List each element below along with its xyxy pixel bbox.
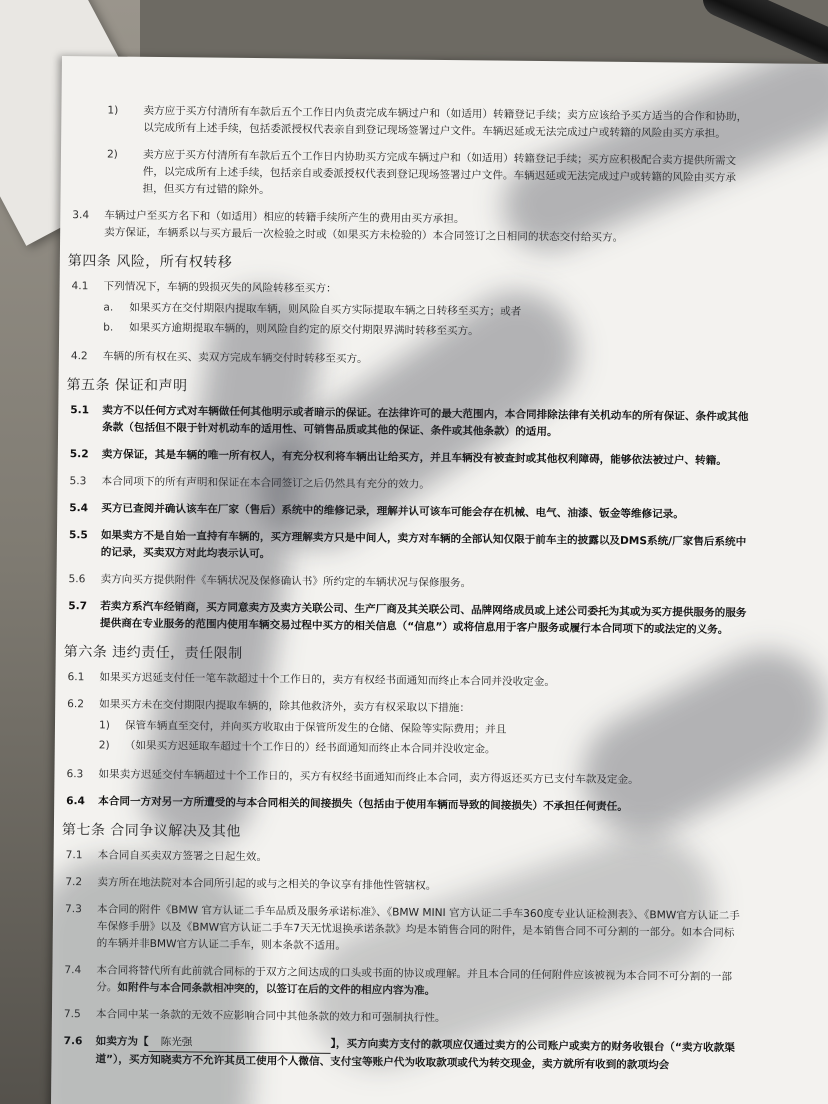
clause-7-6 — [63, 1033, 743, 1075]
clause-5-6 — [68, 571, 748, 595]
clause-6-1 — [67, 669, 747, 693]
clause-text-plain: 本合同将替代所有此前就合同标的于双方之间达成的口头或书面的协议或理解。并且本合同的任何附件应该被视为本合同不可分割的一部分。 — [96, 964, 733, 994]
clause-number: 5.6 — [68, 573, 86, 586]
clause-prefix: 如卖方为【 — [95, 1035, 149, 1048]
seller-name-field: 陈光强 — [149, 1034, 331, 1054]
clause-text: 本合同一方对另一方所遭受的与本合同相关的间接损失（包括由于使用车辆而导致的间接损失）不承担任何责任。 — [98, 795, 628, 813]
clause-text: 若卖方系汽车经销商，买方同意卖方及卖方关联公司、生产厂商及其关联公司、品牌网络成员或上述公司委托为其或为买方提供服务的服务提供商在专业服务的范围内使用车辆交易过程中买方的相关信息（“信息”）或将信息用于客户服务或履行本合同项下的或法定的义务。 — [99, 600, 747, 637]
clause-text: 本合同项下的所有声明和保证在本合同签订之后仍然具有充分的效力。 — [101, 475, 430, 491]
clause-number: 5.3 — [69, 475, 87, 488]
clause-line: 卖方保证，车辆系以与买方最后一次检验之时或（如果买方未检验的）本合同签订之日相同的状态交付给买方。 — [104, 226, 624, 244]
clause-text: 如果买方逾期提取车辆的，则风险自约定的原交付期限界满时转移至买方。 — [129, 321, 479, 338]
clause-text: 本合同自买卖双方签署之日起生效。 — [97, 849, 268, 864]
clause-number: 5.1 — [70, 404, 90, 417]
clause-number: 2) — [106, 148, 118, 161]
clause-text: 买方已查阅并确认该车在厂家（售后）系统中的维修记录，理解并认可该车可能会存在机械、电气、油漆、钣金等维修记录。 — [101, 502, 684, 521]
clause-4-1 — [71, 278, 751, 302]
clause-5-5 — [69, 527, 749, 568]
clause-text: 如果买方迟延支付任一笔车款超过十个工作日的，卖方有权经书面通知而终止本合同并没收定金。 — [99, 671, 556, 689]
clause-text: （如果买方迟延取车超过十个工作日的）经书面通知而终止本合同并没收定金。 — [124, 739, 496, 756]
clause-text: 如果卖方不是自始一直持有车辆的，买方理解卖方只是中间人，卖方对车辆的全部认知仅限于前车主的披露以及DMS系统/厂家售后系统中的记录，买卖双方对此均表示认可。 — [100, 529, 747, 561]
section-heading: 第四条 风险，所有权转移 — [67, 253, 233, 271]
clause-text: 本合同中某一条款的无效不应影响合同中其他条款的效力和可强制执行性。 — [95, 1008, 446, 1025]
clause-text: 本合同的附件《BMW 官方认证二手车品质及服务承诺标准》、《BMW MINI 官方认证二手车360度专业认证检测表》、《BMW官方认证二手车保修手册》以及《BMW官方认证二手车7天无忧退换承诺条款》均是本销售合同的附件，是本销售合同不可分割的一部分。如本合同标的车辆并非BMW官方认证二手车，则本条款不适用。 — [96, 903, 740, 953]
clause-number: 6.4 — [66, 795, 86, 808]
clause-text — [95, 1033, 743, 1075]
clause-suffix: 】，买方向卖方支付的款项应仅通过卖方的公司账户或卖方的财务收银台（“卖方收款渠道”），买方知晓卖方不允许其员工使用个人微信、支付宝等账户代为收取款项或代为转交现金，卖方就所有收到的款项均会 — [95, 1037, 735, 1072]
clause-7-1 — [66, 847, 746, 871]
clause-number: 1) — [98, 719, 110, 732]
clause-4-2 — [71, 348, 751, 372]
section-heading: 第六条 违约责任，责任限制 — [63, 644, 243, 662]
clause-number: 5.2 — [69, 448, 89, 461]
clause-item — [73, 146, 753, 204]
clause-7-4 — [64, 962, 744, 1003]
clause-4-1-b — [71, 319, 751, 343]
clause-number: 7.3 — [65, 903, 82, 916]
clause-text: 车辆的所有权在买、卖双方完成车辆交付时转移至买方。 — [102, 350, 368, 366]
clause-text: 卖方所在地法院对本合同所引起的或与之相关的争议享有排他性管辖权。 — [97, 876, 437, 892]
clause-number: 4.1 — [71, 280, 89, 293]
clause-number: 4.2 — [70, 350, 88, 363]
clause-number: a. — [103, 301, 114, 314]
clause-number: 7.1 — [65, 849, 83, 862]
clause-text: 卖方向买方提供附件《车辆状况及保修确认书》所约定的车辆状况与保修服务。 — [100, 573, 472, 590]
clause-line: 车辆过户至买方名下和（如适用）相应的转籍手续所产生的费用由买方承担。 — [104, 209, 465, 226]
clause-7-2 — [65, 874, 745, 898]
clause-text-bold: 如附件与本合同条款相冲突的，以签订在后的文件的相应内容为准。 — [117, 981, 436, 997]
clause-number: 6.1 — [67, 671, 85, 684]
clause-text — [104, 207, 752, 248]
clause-text: 如果卖方迟延交付车辆超过十个工作日的，买方有权经书面通知而终止本合同，卖方得返还买方已支付车款及定金。 — [98, 768, 639, 787]
clause-item — [73, 102, 753, 143]
clause-text: 如果买方在交付期限内提取车辆，则风险自买方实际提取车辆之日转移至买方；或者 — [129, 301, 522, 318]
clause-number: 7.4 — [64, 964, 82, 977]
clause-5-1 — [70, 402, 750, 443]
clause-text: 如果买方未在交付期限内提取车辆的，除其他救济外，卖方有权采取以下措施： — [99, 698, 471, 715]
clause-6-4 — [66, 793, 746, 817]
clause-number: 5.5 — [68, 529, 88, 542]
clause-6-2-2 — [67, 737, 747, 761]
clause-number: 7.6 — [63, 1035, 83, 1048]
clause-number: 5.4 — [69, 502, 89, 515]
section-heading: 第五条 保证和声明 — [66, 377, 188, 395]
clause-7-3 — [65, 901, 745, 959]
clause-text: 卖方不以任何方式对车辆做任何其他明示或者暗示的保证。在法律许可的最大范围内，本合同排除法律有关机动车的所有保证、条件或其他条款（包括但不限于针对机动车的适用性、可销售品质或其他的保证、条件或其他条款）的适用。 — [102, 404, 749, 439]
contract-text — [63, 102, 753, 1085]
clause-number: 1) — [107, 104, 119, 117]
clause-number: 6.2 — [67, 698, 85, 711]
clause-6-3 — [66, 766, 746, 790]
clause-5-7 — [68, 598, 748, 639]
clause-7-5 — [64, 1006, 744, 1030]
clause-text: 卖方应于买方付清所有车款后五个工作日内协助买方完成车辆过户和（如适用）转籍登记手续；买方应积极配合卖方提供所需文件，以完成所有上述手续，包括亲自或委派授权代表到登记现场签署过户文件。车辆迟延或无法完成过户或转籍的风险由买方承担，但买方有过错的除外。 — [142, 148, 737, 197]
clause-number: 7.5 — [63, 1008, 81, 1021]
pen-object — [697, 0, 828, 69]
clause-number: b. — [103, 321, 114, 334]
clause-6-2 — [67, 696, 747, 720]
clause-number: 7.2 — [65, 876, 83, 889]
clause-text: 保管车辆直至交付，并向买方收取由于保管所发生的仓储、保险等实际费用；并且 — [124, 719, 507, 736]
clause-5-3 — [69, 473, 749, 497]
clause-text: 卖方保证，其是车辆的唯一所有权人，有充分权利将车辆出让给买方，并且车辆没有被查封或其他权利障碍，能够依法被过户、转籍。 — [101, 448, 727, 467]
contract-page — [51, 56, 828, 1104]
clause-number: 5.7 — [68, 600, 88, 613]
clause-text: 卖方应于买方付清所有车款后五个工作日内负责完成车辆过户和（如适用）转籍登记手续；卖方应该给予买方适当的合作和协助，以完成所有上述手续，包括委派授权代表亲自到登记现场签署过户文件。车辆迟延或无法完成过户或转籍的风险由买方承担。 — [143, 104, 748, 140]
clause-number: 6.3 — [66, 768, 84, 781]
clause-number: 3.4 — [72, 209, 90, 222]
clause-number: 2) — [98, 739, 110, 752]
clause-5-4 — [69, 500, 749, 524]
clause-3-4 — [72, 207, 752, 248]
clause-text: 下列情况下，车辆的毁损灭失的风险转移至买方： — [103, 280, 337, 295]
clause-text — [96, 962, 744, 1003]
clause-5-2 — [70, 446, 750, 470]
section-heading: 第七条 合同争议解决及其他 — [61, 822, 241, 840]
